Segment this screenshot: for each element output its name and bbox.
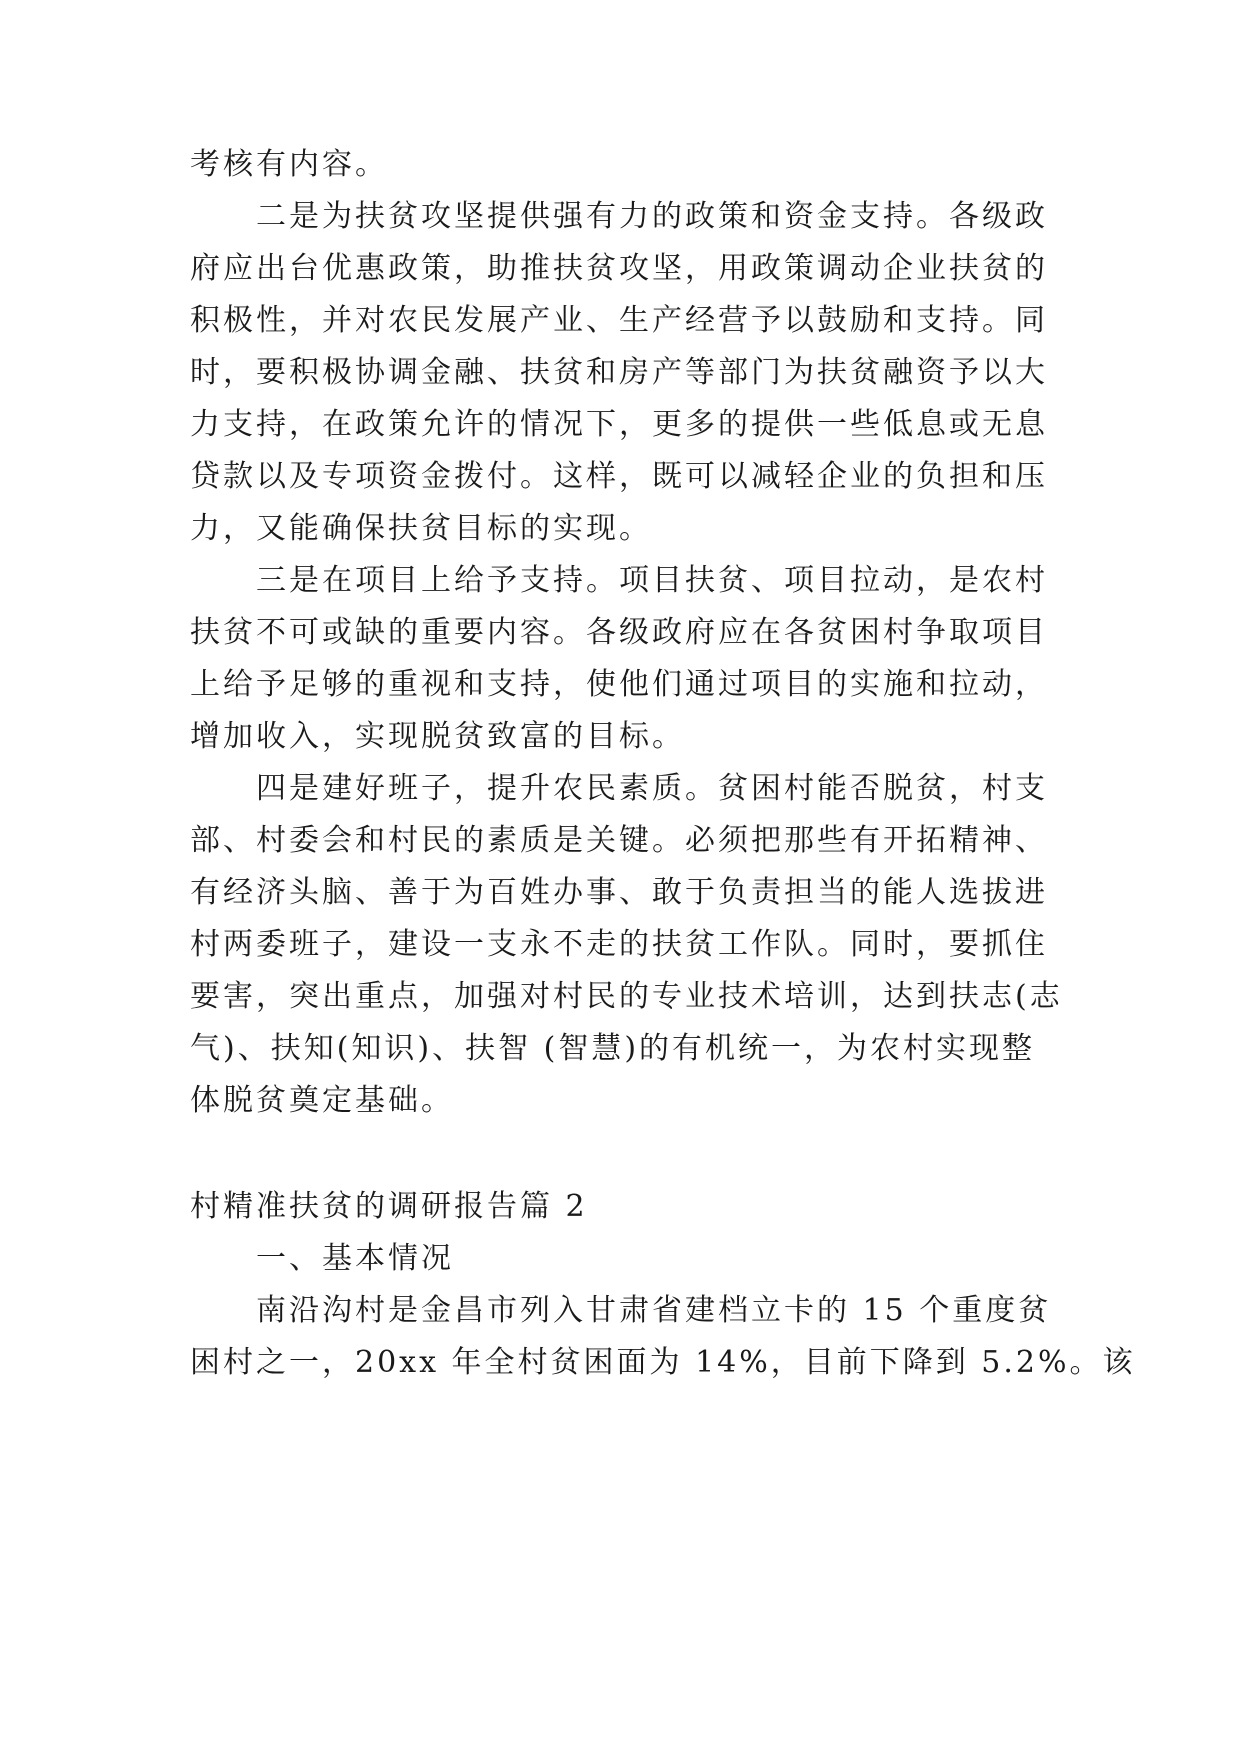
subheading: 一、基本情况 [256,1241,454,1276]
paragraph-line: 二是为扶贫攻坚提供强有力的政策和资金支持。各级政 [256,199,1048,234]
paragraph-line: 贷款以及专项资金拨付。这样，既可以减轻企业的负担和压 [190,459,1048,494]
paragraph-line: 增加收入，实现脱贫致富的目标。 [190,719,685,754]
paragraph-line: 南沿沟村是金昌市列入甘肃省建档立卡的 15 个重度贫 [256,1293,1052,1328]
paragraph-line: 时，要积极协调金融、扶贫和房产等部门为扶贫融资予以大 [190,355,1048,390]
paragraph-line: 有经济头脑、善于为百姓办事、敢于负责担当的能人选拔进 [190,875,1048,910]
paragraph-line: 四是建好班子，提升农民素质。贫困村能否脱贫，村支 [256,771,1048,806]
paragraph-line: 气)、扶知(知识)、扶智 (智慧)的有机统一，为农村实现整 [190,1031,1036,1066]
paragraph-line: 体脱贫奠定基础。 [190,1083,454,1118]
paragraph-line: 扶贫不可或缺的重要内容。各级政府应在各贫困村争取项目 [190,615,1048,650]
paragraph-line: 困村之一，20xx 年全村贫困面为 14%，目前下降到 5.2%。该 [190,1345,1136,1380]
paragraph-line: 力，又能确保扶贫目标的实现。 [190,511,652,546]
paragraph-line: 三是在项目上给予支持。项目扶贫、项目拉动，是农村 [256,563,1048,598]
paragraph-line: 村两委班子，建设一支永不走的扶贫工作队。同时，要抓住 [190,927,1048,962]
section-title: 村精准扶贫的调研报告篇 2 [190,1189,588,1224]
paragraph-line: 考核有内容。 [190,147,388,182]
paragraph-line: 部、村委会和村民的素质是关键。必须把那些有开拓精神、 [190,823,1048,858]
paragraph-line: 要害，突出重点，加强对村民的专业技术培训，达到扶志(志 [190,979,1063,1014]
paragraph-line: 力支持，在政策允许的情况下，更多的提供一些低息或无息 [190,407,1048,442]
paragraph-line: 积极性，并对农民发展产业、生产经营予以鼓励和支持。同 [190,303,1048,338]
paragraph-line: 上给予足够的重视和支持，使他们通过项目的实施和拉动， [190,667,1048,702]
paragraph-line: 府应出台优惠政策，助推扶贫攻坚，用政策调动企业扶贫的 [190,251,1048,286]
